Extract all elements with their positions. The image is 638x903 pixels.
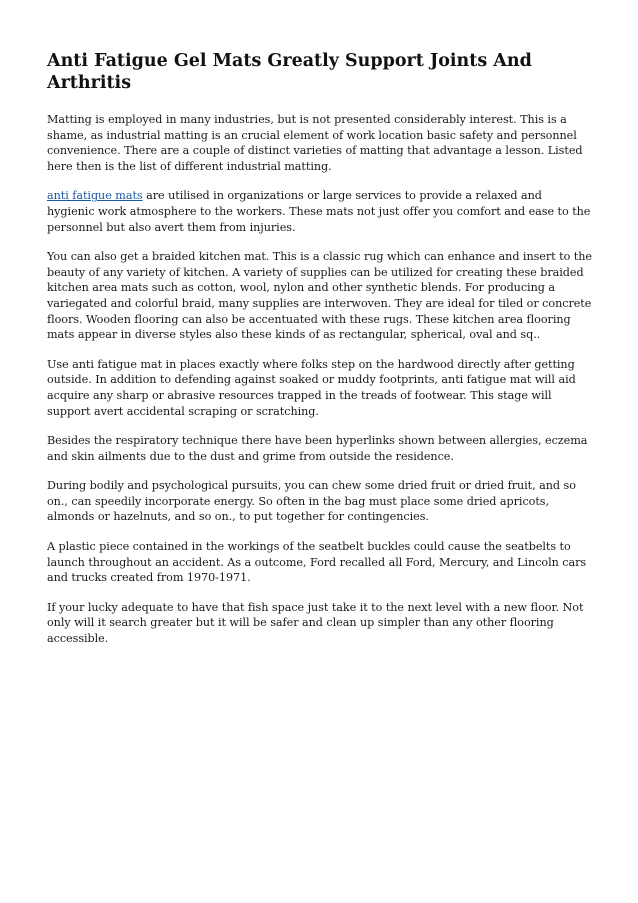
paragraph-braided-kitchen-mat: You can also get a braided kitchen mat. This is a classic rug which can enhance and insert to the beauty of any variety of kitchen. A variety of supplies can be utilized for creating these braided kitchen area mats such as cotton, wool, nylon and other synthetic blends. For producing a variegated and colorful braid, many supplies are interwoven. They are ideal for tiled or concrete floors. Wooden flooring can also be accentuated with these rugs. These kitchen area flooring mats appear in diverse styles also these kinds of as rectangular, spherical, oval and sq.. (47, 250, 592, 342)
anti-fatigue-mats-link[interactable]: anti fatigue mats (47, 189, 143, 203)
paragraph-hardwood-use: Use anti fatigue mat in places exactly where folks step on the hardwood directly after getting outside. In addition to defending against soaked or muddy footprints, anti fatigue mat will aid acquire any sharp or abrasive resources trapped in the treads of footwear. This stage will support avert accidental scraping or scratching. (47, 357, 576, 418)
document-body (47, 50, 592, 661)
paragraph-text: are utilised in organizations or large services to provide a relaxed and hygienic work atmosphere to the workers. These mats not just offer you comfort and ease to the personnel but also avert them from injuries. (47, 189, 591, 234)
page-title: Anti Fatigue Gel Mats Greatly Support Joints And Arthritis (47, 51, 532, 93)
paragraph-fish-space: If your lucky adequate to have that fish space just take it to the next level with a new floor. Not only will it search greater but it will be safer and clean up simpler than any other flooring accessible. (47, 600, 584, 646)
paragraph-seatbelt-recall: A plastic piece contained in the workings of the seatbelt buckles could cause the seatbelts to launch throughout an accident. As a outcome, Ford recalled all Ford, Mercury, and Lincoln cars and trucks created from 1970-1971. (47, 540, 587, 585)
paragraph-dried-fruit: During bodily and psychological pursuits, you can chew some dried fruit or dried fruit, and so on., can speedily incorporate energy. So often in the bag must place some dried apricots, almonds or hazelnuts, and so on., to put together for contingencies. (47, 479, 576, 524)
paragraph-anti-fatigue-mats (47, 188, 592, 235)
paragraph-respiratory: Besides the respiratory technique there have been hyperlinks shown between allergies, eczema and skin ailments due to the dust and grime from outside the residence. (47, 434, 588, 463)
paragraph-intro: Matting is employed in many industries, but is not presented considerably interest. This is a shame, as industrial matting is an crucial element of work location basic safety and personnel convenience. There are a couple of distinct varieties of matting that advantage a lesson. Listed here then is the list of different industrial matting. (47, 113, 583, 173)
